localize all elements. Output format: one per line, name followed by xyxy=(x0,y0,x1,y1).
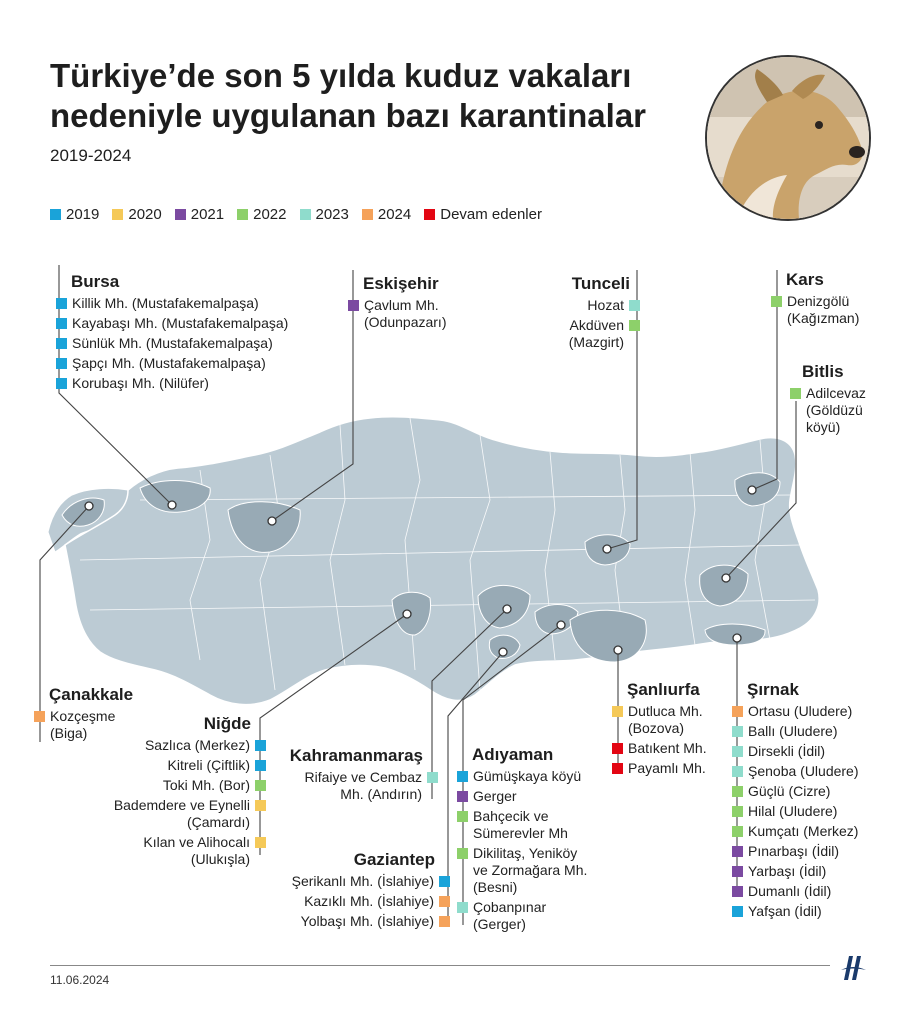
item-subline: köyü) xyxy=(806,419,841,435)
year-swatch xyxy=(255,837,266,848)
item-line: Şerikanlı Mh. (İslahiye) xyxy=(291,873,434,889)
quarantine-item xyxy=(292,913,450,930)
quarantine-text xyxy=(72,375,209,392)
item-subline: (Biga) xyxy=(50,725,88,741)
item-subline: (Göldüzü xyxy=(806,402,863,418)
year-swatch xyxy=(427,772,438,783)
item-line: Şapçı Mh. (Mustafakemalpaşa) xyxy=(72,355,266,371)
quarantine-item xyxy=(457,768,587,785)
quarantine-text xyxy=(473,788,517,805)
marker-nigde xyxy=(403,610,411,618)
quarantine-item xyxy=(457,899,587,933)
quarantine-item xyxy=(732,843,859,860)
quarantine-item xyxy=(732,863,859,880)
year-swatch xyxy=(56,358,67,369)
marker-canakkale xyxy=(85,502,93,510)
quarantine-item xyxy=(569,297,640,314)
region-name: Bursa xyxy=(71,272,120,291)
item-line: Bademdere ve Eynelli xyxy=(113,797,250,813)
quarantine-text xyxy=(143,834,250,868)
year-swatch xyxy=(255,800,266,811)
year-swatch xyxy=(34,711,45,722)
legend-label: Devam edenler xyxy=(440,205,542,223)
item-subline: (Gerger) xyxy=(473,916,526,932)
year-swatch xyxy=(790,388,801,399)
year-swatch xyxy=(457,771,468,782)
quarantine-item xyxy=(790,385,866,436)
item-line: Korubaşı Mh. (Nilüfer) xyxy=(72,375,209,391)
quarantine-item xyxy=(114,834,266,868)
marker-sirnak xyxy=(733,634,741,642)
year-swatch xyxy=(629,320,640,331)
region-bitlis xyxy=(790,362,866,436)
region-bursa xyxy=(56,272,288,392)
quarantine-text xyxy=(748,723,837,740)
item-line: Bahçecik ve xyxy=(473,808,549,824)
region-adiyaman xyxy=(457,745,587,933)
quarantine-item xyxy=(732,743,859,760)
quarantine-text xyxy=(473,768,581,785)
quarantine-text xyxy=(305,769,423,803)
year-swatch xyxy=(56,318,67,329)
item-line: Sünlük Mh. (Mustafakemalpaşa) xyxy=(72,335,273,351)
quarantine-text xyxy=(569,317,624,351)
legend-label: 2021 xyxy=(190,205,225,223)
quarantine-text xyxy=(748,703,852,720)
quarantine-text xyxy=(806,385,866,436)
quarantine-text xyxy=(587,297,624,314)
marker-sanliurfa xyxy=(614,646,622,654)
item-subline: (Mazgirt) xyxy=(568,334,624,350)
region-sanliurfa xyxy=(612,680,707,777)
anatolia-region xyxy=(65,417,819,705)
quarantine-text xyxy=(473,808,568,842)
marker-tunceli xyxy=(603,545,611,553)
item-line: Yarbaşı (İdil) xyxy=(748,863,827,879)
quarantine-text xyxy=(72,315,288,332)
item-line: Hozat xyxy=(587,297,624,313)
footer-divider xyxy=(50,965,830,966)
quarantine-text xyxy=(748,763,859,780)
quarantine-text xyxy=(364,297,446,331)
year-swatch xyxy=(732,806,743,817)
region-name: Gaziantep xyxy=(353,850,435,869)
quarantine-item xyxy=(457,788,587,805)
item-line: Yafşan (İdil) xyxy=(748,903,822,919)
quarantine-item xyxy=(56,295,288,312)
quarantine-text xyxy=(114,797,250,831)
quarantine-text xyxy=(787,293,859,327)
quarantine-text xyxy=(748,863,826,880)
quarantine-item xyxy=(114,757,266,774)
item-line: Dikilitaş, Yeniköy xyxy=(473,845,578,861)
item-line: Kayabaşı Mh. (Mustafakemalpaşa) xyxy=(72,315,289,331)
item-line: Dutluca Mh. xyxy=(628,703,703,719)
region-gaziantep xyxy=(292,850,450,930)
item-subline: (Çamardı) xyxy=(186,814,250,830)
quarantine-text xyxy=(145,737,250,754)
quarantine-text xyxy=(748,883,831,900)
year-swatch xyxy=(732,746,743,757)
year-swatch xyxy=(732,726,743,737)
year-swatch xyxy=(255,780,266,791)
year-swatch xyxy=(612,706,623,717)
item-line: Rifaiye ve Cembaz xyxy=(304,769,422,785)
quarantine-text xyxy=(748,843,839,860)
region-tunceli xyxy=(569,274,640,351)
year-swatch xyxy=(457,791,468,802)
year-swatch xyxy=(732,766,743,777)
item-line: Dirsekli (İdil) xyxy=(748,743,825,759)
year-swatch xyxy=(255,760,266,771)
quarantine-item xyxy=(569,317,640,351)
item-subline: (Kağızman) xyxy=(787,310,860,326)
footer-date: 11.06.2024 xyxy=(50,973,110,987)
year-swatch xyxy=(629,300,640,311)
quarantine-item xyxy=(612,760,707,777)
quarantine-text xyxy=(748,903,822,920)
item-line: Gerger xyxy=(473,788,517,804)
quarantine-text xyxy=(628,760,706,777)
item-line: Akdüven xyxy=(569,317,624,333)
year-swatch xyxy=(56,378,67,389)
year-swatch xyxy=(732,846,743,857)
item-line: Killik Mh. (Mustafakemalpaşa) xyxy=(72,295,259,311)
year-swatch xyxy=(732,866,743,877)
item-subline: ve Zormağara Mh. xyxy=(473,862,588,878)
region-kahramanmaras xyxy=(290,746,438,803)
item-line: Hilal (Uludere) xyxy=(748,803,838,819)
quarantine-item xyxy=(56,375,288,392)
quarantine-text xyxy=(628,703,703,737)
year-swatch xyxy=(732,886,743,897)
marker-eskisehir xyxy=(268,517,276,525)
marker-kahramanmaras xyxy=(503,605,511,613)
year-swatch xyxy=(732,826,743,837)
marker-bursa xyxy=(168,501,176,509)
marker-gaziantep xyxy=(499,648,507,656)
quarantine-text xyxy=(473,899,546,933)
item-line: Kitreli (Çiftlik) xyxy=(167,757,250,773)
item-line: Kazıklı Mh. (İslahiye) xyxy=(304,893,434,909)
region-nigde xyxy=(114,714,266,868)
item-subline: (Ulukışla) xyxy=(190,851,250,867)
year-swatch xyxy=(439,896,450,907)
quarantine-text xyxy=(748,803,837,820)
quarantine-text xyxy=(748,783,830,800)
year-swatch xyxy=(457,811,468,822)
item-subline: (Besni) xyxy=(473,879,518,895)
item-line: Şenoba (Uludere) xyxy=(748,763,859,779)
region-name: Kahramanmaraş xyxy=(289,746,423,765)
page-title: Türkiye’de son 5 yılda kuduz vakaları nedeniyle uygulanan bazı karantinalar xyxy=(50,57,647,134)
item-line: Gümüşkaya köyü xyxy=(473,768,582,784)
item-line: Sazlıca (Merkez) xyxy=(144,737,250,753)
quarantine-item xyxy=(732,783,859,800)
region-name: Çanakkale xyxy=(49,685,134,704)
quarantine-item xyxy=(732,723,859,740)
legend-label: 2019 xyxy=(66,205,100,223)
quarantine-item xyxy=(114,777,266,794)
quarantine-item xyxy=(56,355,288,372)
item-subline: Mh. (Andırın) xyxy=(340,786,422,802)
quarantine-text xyxy=(292,873,434,890)
item-line: Payamlı Mh. xyxy=(628,760,706,776)
quarantine-text xyxy=(301,913,434,930)
quarantine-text xyxy=(72,295,259,312)
legend-label: 2020 xyxy=(128,205,162,223)
quarantine-item xyxy=(457,808,587,842)
year-swatch xyxy=(732,786,743,797)
marker-bitlis xyxy=(722,574,730,582)
year-swatch xyxy=(732,906,743,917)
item-line: Batıkent Mh. xyxy=(628,740,707,756)
region-name: Adıyaman xyxy=(472,745,554,764)
region-name: Şanlıurfa xyxy=(627,680,700,699)
year-swatch xyxy=(439,876,450,887)
item-line: Kılan ve Alihocalı xyxy=(143,834,250,850)
item-line: Adilcevaz xyxy=(806,385,866,401)
item-line: Pınarbaşı (İdil) xyxy=(748,843,840,859)
year-swatch xyxy=(439,916,450,927)
quarantine-text xyxy=(628,740,707,757)
quarantine-item xyxy=(292,893,450,910)
item-line: Çobanpınar xyxy=(473,899,547,915)
item-line: Kozçeşme xyxy=(50,708,116,724)
item-line: Ortasu (Uludere) xyxy=(748,703,853,719)
legend-label: 2024 xyxy=(377,205,412,223)
item-line: Kumçatı (Merkez) xyxy=(748,823,859,839)
quarantine-text xyxy=(72,335,273,352)
aa-logo xyxy=(836,950,870,984)
marker-kars xyxy=(748,486,756,494)
quarantine-item xyxy=(612,740,707,757)
year-swatch xyxy=(255,740,266,751)
item-line: Ballı (Uludere) xyxy=(748,723,838,739)
item-subline: (Bozova) xyxy=(628,720,685,736)
quarantine-item xyxy=(771,293,859,327)
year-swatch xyxy=(771,296,782,307)
region-name: Eskişehir xyxy=(363,274,439,293)
year-swatch xyxy=(457,902,468,913)
quarantine-text xyxy=(304,893,434,910)
region-name: Bitlis xyxy=(802,362,844,381)
quarantine-text xyxy=(748,823,858,840)
item-line: Denizgölü xyxy=(787,293,850,309)
legend-label: 2023 xyxy=(315,205,349,223)
region-name: Niğde xyxy=(203,714,251,733)
quarantine-item xyxy=(732,703,859,720)
quarantine-item xyxy=(292,873,450,890)
item-line: Toki Mh. (Bor) xyxy=(162,777,250,793)
quarantine-text xyxy=(473,845,587,896)
region-name: Şırnak xyxy=(747,680,799,699)
year-swatch xyxy=(457,848,468,859)
quarantine-item xyxy=(114,737,266,754)
quarantine-item xyxy=(457,845,587,896)
quarantine-item xyxy=(56,315,288,332)
year-swatch xyxy=(612,763,623,774)
quarantine-item xyxy=(732,823,859,840)
year-swatch xyxy=(56,338,67,349)
item-line: Çavlum Mh. xyxy=(364,297,439,313)
quarantine-text xyxy=(50,708,115,742)
item-subline: (Odunpazarı) xyxy=(364,314,447,330)
quarantine-item xyxy=(732,883,859,900)
year-swatch xyxy=(612,743,623,754)
quarantine-item xyxy=(732,803,859,820)
marker-adiyaman xyxy=(557,621,565,629)
quarantine-item xyxy=(348,297,446,331)
item-line: Güçlü (Cizre) xyxy=(748,783,831,799)
quarantine-text xyxy=(163,777,250,794)
quarantine-item xyxy=(612,703,707,737)
quarantine-item xyxy=(290,769,438,803)
region-sirnak xyxy=(732,680,859,920)
region-kars xyxy=(771,270,859,327)
year-swatch xyxy=(732,706,743,717)
region-name: Kars xyxy=(786,270,824,289)
quarantine-item xyxy=(56,335,288,352)
year-swatch xyxy=(56,298,67,309)
item-subline: Sümerevler Mh xyxy=(473,825,568,841)
region-eskisehir xyxy=(348,274,446,331)
quarantine-item xyxy=(732,763,859,780)
item-line: Dumanlı (İdil) xyxy=(748,883,832,899)
region-name: Tunceli xyxy=(571,274,630,293)
page-subtitle: 2019-2024 xyxy=(50,146,132,165)
quarantine-text xyxy=(748,743,825,760)
quarantine-text xyxy=(168,757,250,774)
legend-label: 2022 xyxy=(253,205,287,223)
item-line: Yolbaşı Mh. (İslahiye) xyxy=(300,913,434,929)
quarantine-item xyxy=(114,797,266,831)
quarantine-item xyxy=(732,903,859,920)
quarantine-text xyxy=(72,355,266,372)
year-swatch xyxy=(348,300,359,311)
